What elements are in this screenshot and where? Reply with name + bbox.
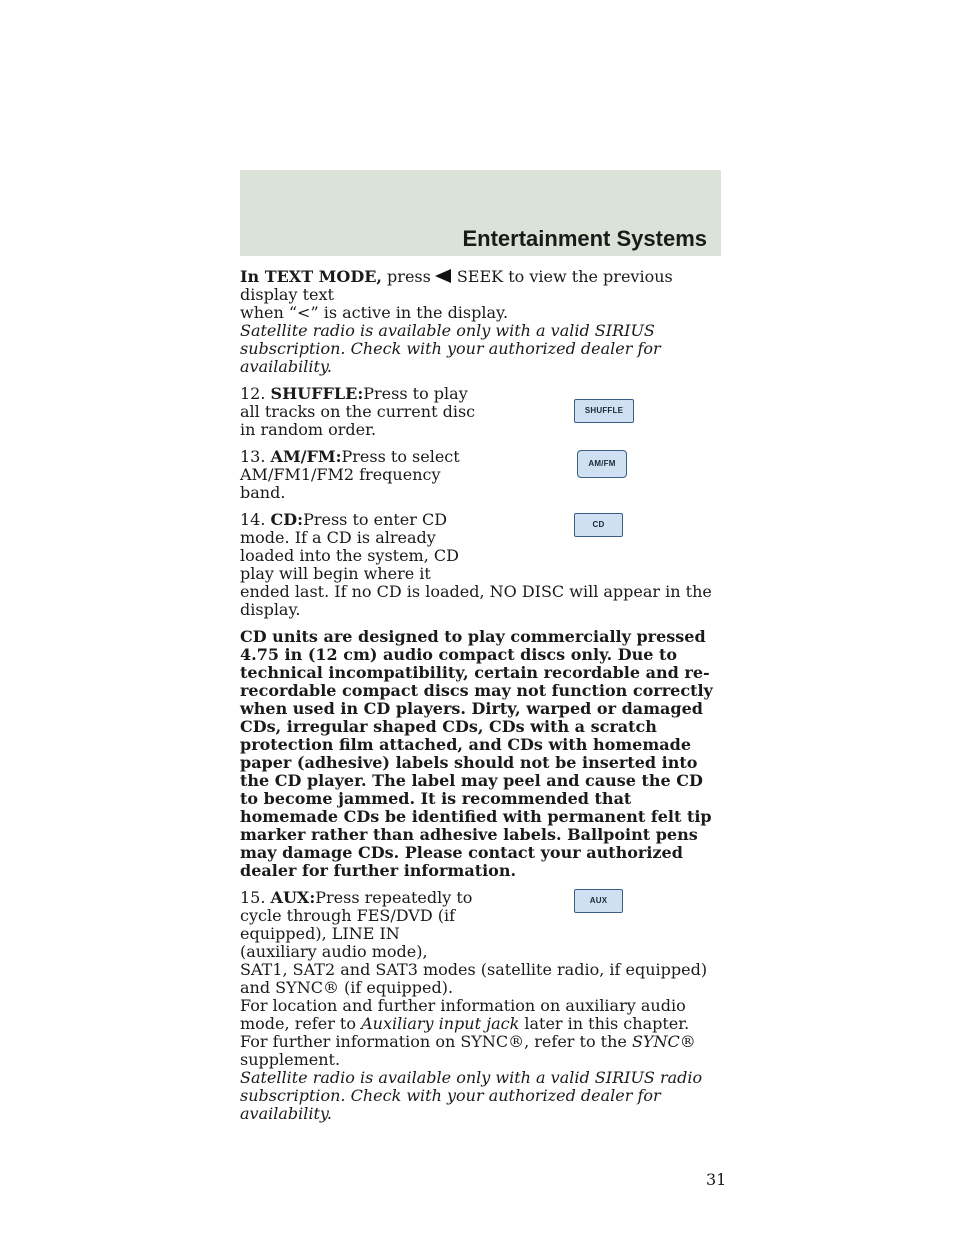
seek-left-icon (435, 269, 451, 283)
item-number: 12. (240, 384, 266, 403)
aux-item (240, 889, 721, 997)
item-description: Press to select AM/FM1/FM2 frequency band. (240, 447, 460, 502)
item-number: 13. (240, 447, 266, 466)
item-description: Press to enter CD mode. If a CD is already loaded into the system, CD play will begin where it (240, 510, 459, 583)
page-content (240, 268, 721, 1123)
item-number: 15. (240, 888, 266, 907)
aux-text-continued: SAT1, SAT2 and SAT3 modes (satellite radio, if equipped) and SYNC® (if equipped). (240, 960, 708, 997)
sync-paragraph (240, 1033, 721, 1069)
item-term: AM/FM: (270, 447, 342, 466)
shuffle-item (240, 385, 721, 439)
shuffle-text (240, 385, 476, 439)
text-mode-label: In TEXT MODE, (240, 267, 382, 286)
sirius-note: Satellite radio is available only with a valid SIRIUS subscription. Check with your authorized dealer for availability. (240, 321, 661, 376)
item-term: CD: (270, 510, 304, 529)
amfm-item (240, 448, 721, 502)
aux-location-paragraph (240, 997, 721, 1033)
section-title: Entertainment Systems (462, 226, 707, 251)
aux-text (240, 889, 476, 961)
aux-button[interactable]: AUX (574, 889, 623, 913)
cd-warning: CD units are designed to play commercially pressed 4.75 in (12 cm) audio compact discs only. Due to technical incompatibility, certain recordable and re-recordable compact discs may not function correctly when used in CD players. Dirty, warped or damaged CDs, irregular shaped CDs, CDs with a scratch protection film attached, and CDs with homemade paper (adhesive) labels should not be inserted into the CD player. The label may peel and cause the CD to become jammed. It is recommended that homemade CDs be identified with permanent felt tip marker rather than adhesive labels. Ballpoint pens may damage CDs. Please contact your authorized dealer for further information. (240, 627, 713, 880)
cd-text (240, 511, 476, 583)
aux-location-pre: For location and further information on auxiliary audio mode, refer to (240, 996, 686, 1033)
sync-post: supplement. (240, 1050, 341, 1069)
amfm-button[interactable]: AM/FM (577, 450, 627, 478)
sync-supplement-reference: SYNC® (631, 1032, 696, 1051)
item-term: AUX: (270, 888, 316, 907)
sync-pre: For further information on SYNC®, refer to the (240, 1032, 632, 1051)
cd-item (240, 511, 721, 619)
page-number: 31 (706, 1170, 727, 1189)
aux-input-jack-reference: Auxiliary input jack (361, 1014, 520, 1033)
amfm-text (240, 448, 476, 502)
header-band (240, 170, 721, 256)
item-description: Press to play all tracks on the current disc in random order. (240, 384, 476, 439)
shuffle-button[interactable]: SHUFFLE (574, 399, 634, 423)
text-mode-press: press (381, 267, 431, 286)
item-term: SHUFFLE: (270, 384, 364, 403)
cd-text-continued: ended last. If no CD is loaded, NO DISC will appear in the display. (240, 582, 712, 619)
item-description: Press repeatedly to cycle through FES/DVD (if equipped), LINE IN (auxiliary audio mode), (240, 888, 473, 961)
sirius-note-2: Satellite radio is available only with a valid SIRIUS radio subscription. Check with your authorized dealer for availability. (240, 1068, 703, 1123)
aux-location-post: later in this chapter. (519, 1014, 690, 1033)
text-mode-line2: when “<” is active in the display. (240, 303, 509, 322)
cd-button[interactable]: CD (574, 513, 623, 537)
text-mode-seek: SEEK to view the previous display text (240, 267, 673, 304)
text-mode-paragraph (240, 268, 721, 304)
item-number: 14. (240, 510, 266, 529)
